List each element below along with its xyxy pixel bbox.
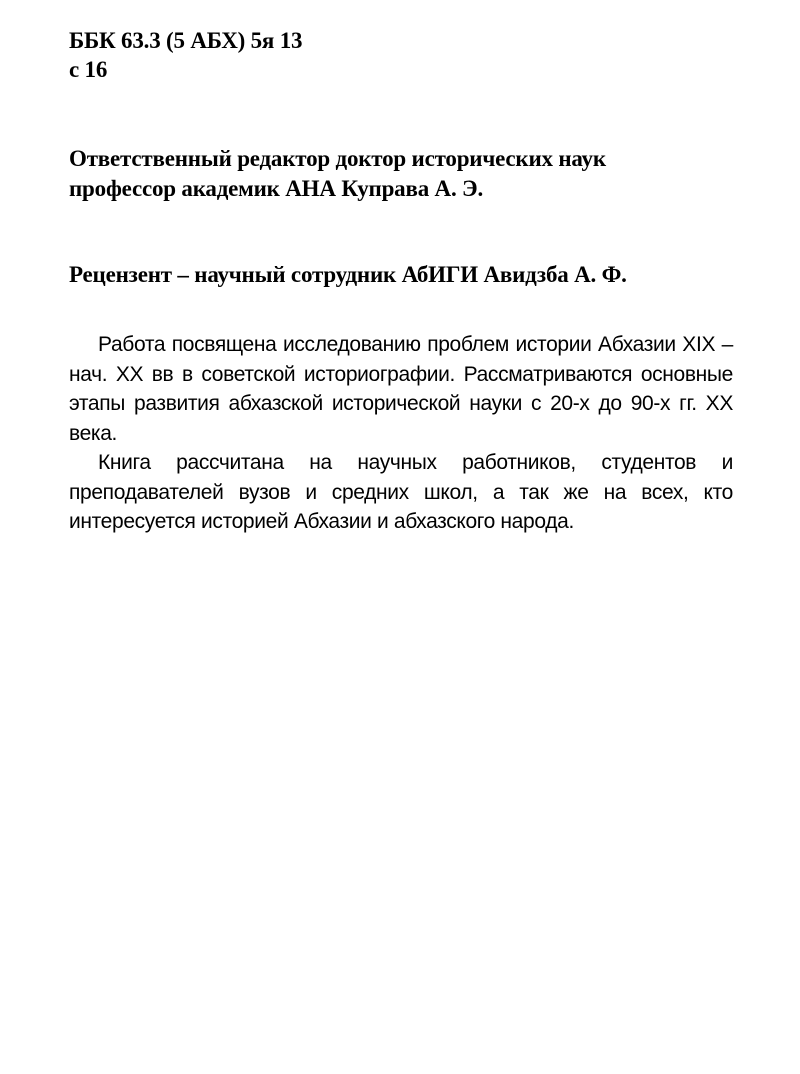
abstract-paragraph-1: Работа посвящена исследованию проблем истории Абхазии XIX – нач. XX вв в советской историографии. Рассматриваются основные этапы развития абхазской исторической науки с 20-х до 90-х гг. XX века. [69,333,733,445]
editor-line-2: профессор академик АНА Куправа А. Э. [69,176,484,201]
abstract [69,330,733,537]
editor-line-1: Ответственный редактор доктор исторических наук [69,146,606,171]
library-code: с 16 [69,57,108,82]
responsible-editor [69,144,769,204]
bbk-code: ББК 63.3 (5 АБХ) 5я 13 [69,28,303,53]
reviewer: Рецензент – научный сотрудник АбИГИ Авидзба А. Ф. [69,262,627,287]
abstract-paragraph-2: Книга рассчитана на научных работников, студентов и преподавателей вузов и средних школ, а так же на всех, кто интересуется историей Абхазии и абхазского народа. [69,451,733,533]
bbk-classification [69,26,302,84]
